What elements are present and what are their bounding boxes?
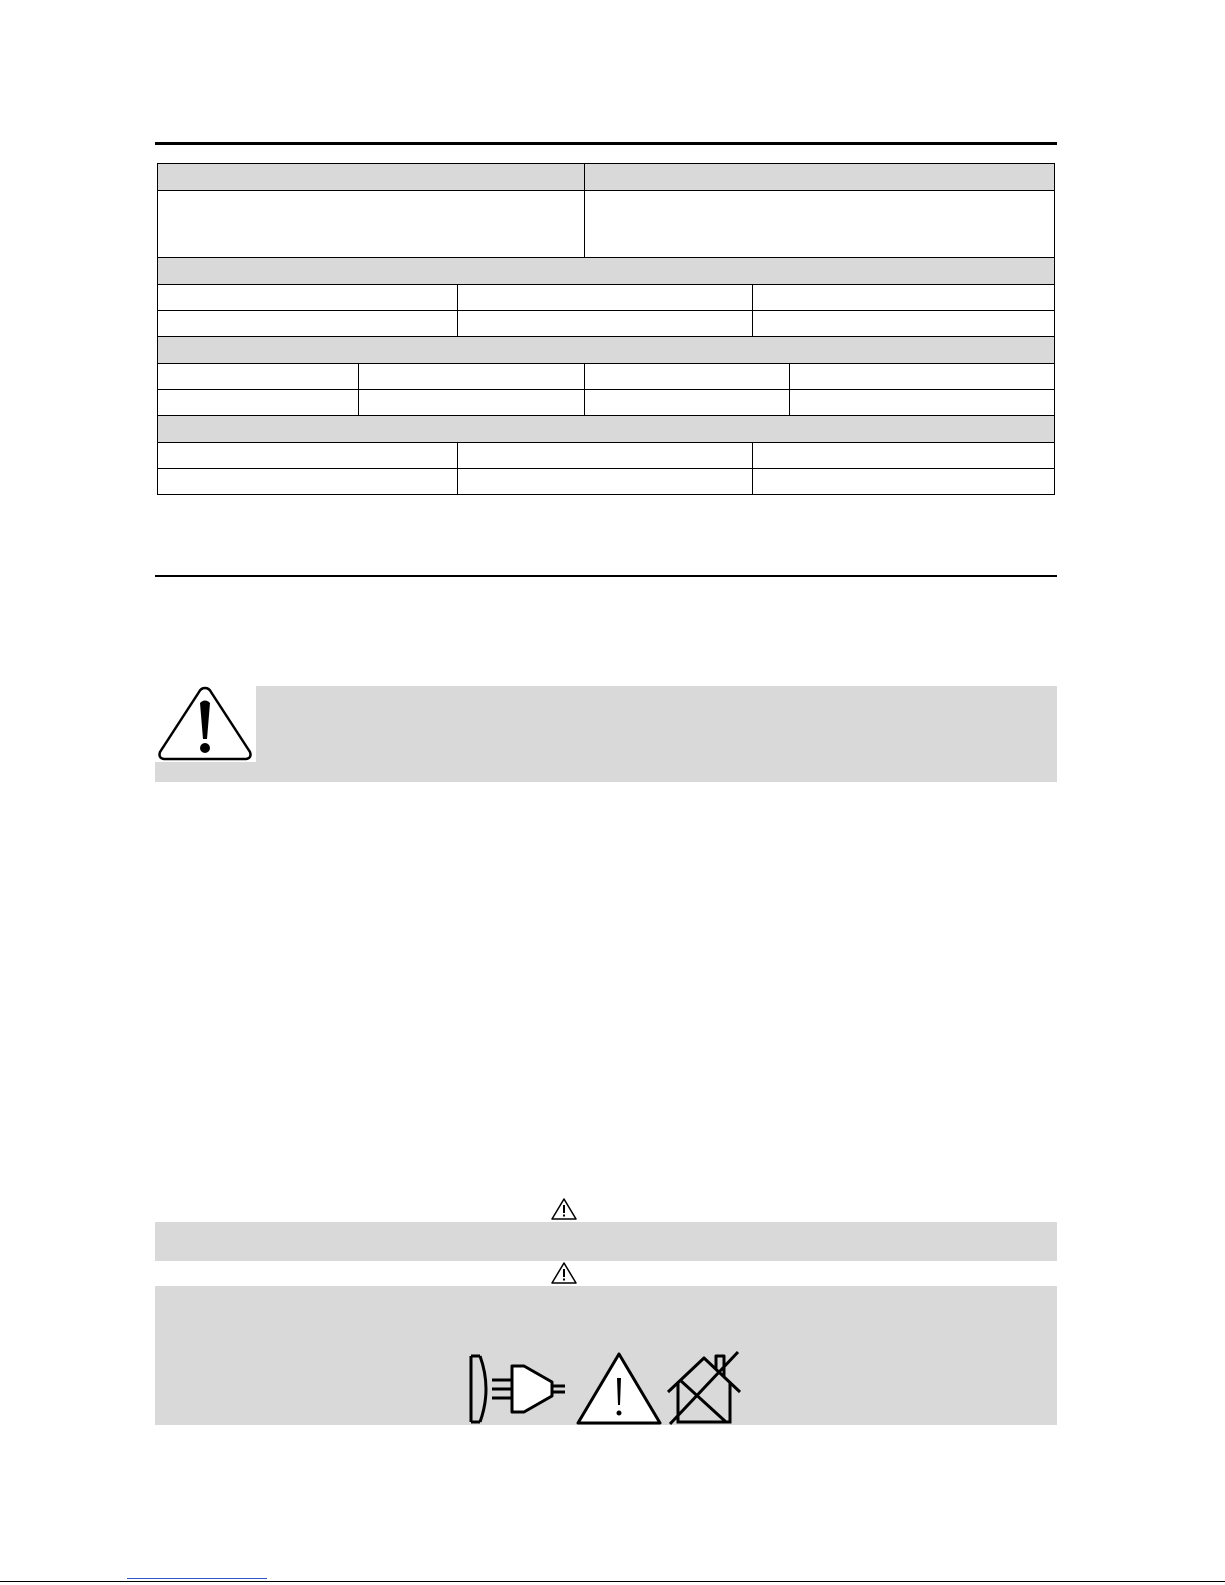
footer-link-underline[interactable]: [127, 1578, 267, 1579]
spec-body-row: [158, 390, 1055, 416]
spec-cell: [790, 364, 1055, 390]
spec-section-row: [158, 337, 1055, 364]
spec-cell: [158, 469, 458, 495]
unplug-plug-icon: [468, 1352, 568, 1426]
spec-body-row: [158, 443, 1055, 469]
spec-cell: [359, 364, 585, 390]
spec-section-cell: [158, 258, 1055, 285]
section-rule: [155, 575, 1057, 577]
spec-cell: [158, 443, 458, 469]
header-rule: [155, 142, 1057, 145]
caution-icon-box: [155, 686, 256, 762]
spec-section-row: [158, 258, 1055, 285]
spec-cell: [458, 285, 753, 311]
spec-cell: [585, 191, 1055, 258]
spec-cell: [585, 390, 790, 416]
spec-body-row: [158, 469, 1055, 495]
spec-cell: [158, 364, 359, 390]
spec-cell: [458, 469, 753, 495]
spec-cell: [753, 311, 1055, 337]
spec-header-cell: [158, 164, 585, 191]
spec-body-row: [158, 311, 1055, 337]
spec-cell: [359, 390, 585, 416]
spec-cell: [753, 285, 1055, 311]
spec-cell: [753, 443, 1055, 469]
caution-banner: [155, 686, 1057, 782]
spec-cell: [158, 390, 359, 416]
spec-table: [157, 163, 1055, 495]
footer-rule: [0, 1581, 1225, 1582]
spec-cell: [158, 311, 458, 337]
spec-cell: [158, 191, 585, 258]
note-warning-icon: [551, 1198, 577, 1220]
spec-cell: [458, 311, 753, 337]
small-warning-icon: [551, 1262, 577, 1284]
spec-header-row: [158, 164, 1055, 191]
spec-cell: [158, 285, 458, 311]
spec-body-row: [158, 191, 1055, 258]
warning-exclamation-icon: [155, 686, 256, 762]
note-warning-icon: [551, 1262, 577, 1284]
no-indoor-use-house-icon: [664, 1350, 744, 1426]
spec-cell: [458, 443, 753, 469]
spec-header-cell: [585, 164, 1055, 191]
warning-triangle-icon: [575, 1350, 663, 1426]
spec-cell: [585, 364, 790, 390]
note-bar: [155, 1222, 1057, 1261]
small-warning-icon: [551, 1198, 577, 1220]
spec-section-cell: [158, 416, 1055, 443]
spec-section-cell: [158, 337, 1055, 364]
spec-body-row: [158, 285, 1055, 311]
spec-cell: [753, 469, 1055, 495]
spec-cell: [790, 390, 1055, 416]
spec-body-row: [158, 364, 1055, 390]
spec-section-row: [158, 416, 1055, 443]
